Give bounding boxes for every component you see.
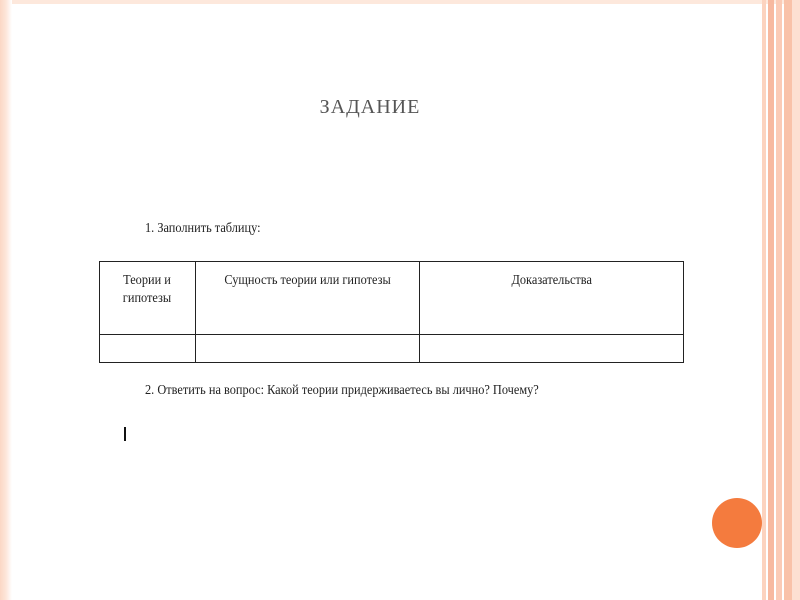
right-stripe-decoration xyxy=(768,0,774,600)
table-cell[interactable] xyxy=(419,335,683,363)
right-stripe-decoration xyxy=(776,0,782,600)
slide-title: ЗАДАНИЕ xyxy=(319,96,421,118)
table-header-cell xyxy=(195,262,419,335)
right-stripe-decoration xyxy=(762,0,766,600)
right-stripe-decoration xyxy=(784,0,792,600)
table-cell[interactable] xyxy=(195,335,419,363)
table-cell[interactable] xyxy=(100,335,196,363)
header-essence-label: Сущность теории или гипотезы xyxy=(224,273,391,288)
header-evidence-label: Доказательства xyxy=(511,273,592,288)
table-row xyxy=(100,335,684,363)
theories-table xyxy=(99,261,684,363)
table-header-cell xyxy=(100,262,196,335)
right-stripe-decoration xyxy=(792,0,800,600)
table-header-row xyxy=(100,262,684,335)
text-cursor xyxy=(124,427,126,441)
frame-top-decoration xyxy=(0,0,800,4)
frame-left-decoration xyxy=(0,0,12,600)
task-1-text: 1. Заполнить таблицу: xyxy=(145,221,261,236)
header-theories-label: Теории и гипотезы xyxy=(123,273,172,306)
task-2-text: 2. Ответить на вопрос: Какой теории придерживаетесь вы лично? Почему? xyxy=(145,383,539,398)
table-header-cell xyxy=(419,262,683,335)
accent-circle-decoration xyxy=(712,498,762,548)
